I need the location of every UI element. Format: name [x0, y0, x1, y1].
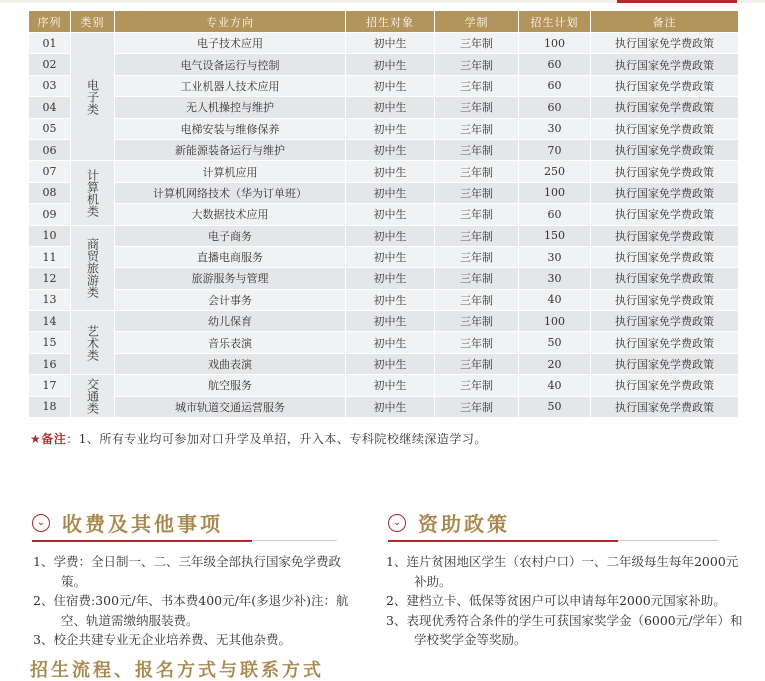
row-number-cell: 01 [29, 33, 71, 54]
major-cell: 电气设备运行与控制 [115, 54, 346, 75]
category-cell: 艺术类 [71, 311, 115, 375]
target-cell: 初中生 [346, 396, 435, 417]
major-cell: 电子技术应用 [115, 33, 346, 54]
plan-cell: 30 [519, 118, 591, 139]
table-row [29, 225, 739, 246]
remark-cell: 执行国家免学费政策 [591, 225, 739, 246]
table-row [29, 375, 739, 396]
row-number-cell: 07 [29, 161, 71, 182]
plan-cell: 60 [519, 97, 591, 118]
duration-cell: 三年制 [435, 311, 519, 332]
duration-cell: 三年制 [435, 396, 519, 417]
category-cell: 商贸旅游类 [71, 225, 115, 311]
list-item: 2、建档立卡、低保等贫困户可以申请每年2000元国家补助。 [386, 593, 726, 608]
plan-cell: 30 [519, 246, 591, 267]
table-row [29, 289, 739, 310]
target-cell: 初中生 [346, 332, 435, 353]
section-rule [32, 540, 252, 542]
major-cell: 音乐表演 [115, 332, 346, 353]
major-cell: 工业机器人技术应用 [115, 75, 346, 96]
duration-cell: 三年制 [435, 375, 519, 396]
plan-cell: 70 [519, 139, 591, 160]
major-cell: 电梯安装与维修保养 [115, 118, 346, 139]
section-rule [252, 540, 337, 541]
table-row [29, 118, 739, 139]
header-cell: 招生计划 [519, 11, 591, 33]
top-decor-line [0, 0, 765, 3]
remark-cell: 执行国家免学费政策 [591, 396, 739, 417]
header-cell: 序列 [29, 11, 71, 33]
target-cell: 初中生 [346, 75, 435, 96]
chevron-circle-icon: ⌄ [388, 514, 406, 532]
table-header-row [29, 11, 739, 33]
remark-cell: 执行国家免学费政策 [591, 118, 739, 139]
header-cell: 备注 [591, 11, 739, 33]
plan-cell: 150 [519, 225, 591, 246]
row-number-cell: 18 [29, 396, 71, 417]
major-cell: 旅游服务与管理 [115, 268, 346, 289]
section-rule [388, 540, 618, 542]
remark-cell: 执行国家免学费政策 [591, 268, 739, 289]
plan-cell: 100 [519, 33, 591, 54]
row-number-cell: 13 [29, 289, 71, 310]
table-row [29, 161, 739, 182]
target-cell: 初中生 [346, 54, 435, 75]
target-cell: 初中生 [346, 118, 435, 139]
remark-cell: 执行国家免学费政策 [591, 353, 739, 374]
table-row [29, 353, 739, 374]
list-item: 1、学费：全日制一、二、三年级全部执行国家免学费政策。 [33, 554, 341, 589]
header-cell: 学制 [435, 11, 519, 33]
duration-cell: 三年制 [435, 33, 519, 54]
remark-cell: 执行国家免学费政策 [591, 75, 739, 96]
table-row [29, 396, 739, 417]
duration-cell: 三年制 [435, 118, 519, 139]
remark-cell: 执行国家免学费政策 [591, 246, 739, 267]
header-cell: 招生对象 [346, 11, 435, 33]
major-cell: 无人机操控与维护 [115, 97, 346, 118]
row-number-cell: 05 [29, 118, 71, 139]
aid-section-header [388, 508, 718, 538]
table-row [29, 75, 739, 96]
row-number-cell: 16 [29, 353, 71, 374]
major-cell: 航空服务 [115, 375, 346, 396]
remark-cell: 执行国家免学费政策 [591, 182, 739, 203]
plan-cell: 40 [519, 289, 591, 310]
target-cell: 初中生 [346, 353, 435, 374]
note-label: 备注 [41, 432, 67, 446]
target-cell: 初中生 [346, 161, 435, 182]
target-cell: 初中生 [346, 268, 435, 289]
major-cell: 大数据技术应用 [115, 204, 346, 225]
remark-cell: 执行国家免学费政策 [591, 311, 739, 332]
remark-cell: 执行国家免学费政策 [591, 204, 739, 225]
list-item: 1、连片贫困地区学生（农村户口）一、二年级每生每年2000元补助。 [386, 554, 739, 589]
target-cell: 初中生 [346, 139, 435, 160]
remark-cell: 执行国家免学费政策 [591, 97, 739, 118]
plan-cell: 100 [519, 182, 591, 203]
plan-cell: 50 [519, 396, 591, 417]
major-cell: 直播电商服务 [115, 246, 346, 267]
row-number-cell: 17 [29, 375, 71, 396]
remark-cell: 执行国家免学费政策 [591, 289, 739, 310]
major-cell: 戏曲表演 [115, 353, 346, 374]
row-number-cell: 11 [29, 246, 71, 267]
row-number-cell: 06 [29, 139, 71, 160]
category-cell: 交通类 [71, 375, 115, 418]
major-cell: 城市轨道交通运营服务 [115, 396, 346, 417]
next-section-title-cropped: 招生流程、报名方式与联系方式 [30, 660, 324, 681]
list-item: 2、住宿费:300元/年、书本费400元/年(多退少补)注：航空、轨道需缴纳服装费。 [33, 593, 349, 628]
category-cell: 计算机类 [71, 161, 115, 225]
table-row [29, 54, 739, 75]
section-rule [618, 540, 718, 541]
list-item: 3、表现优秀符合条件的学生可获国家奖学金（6000元/学年）和学校奖学金等奖励。 [386, 612, 743, 647]
major-cell: 新能源装备运行与维护 [115, 139, 346, 160]
table-row [29, 139, 739, 160]
row-number-cell: 03 [29, 75, 71, 96]
plan-cell: 30 [519, 268, 591, 289]
duration-cell: 三年制 [435, 225, 519, 246]
table-row [29, 311, 739, 332]
table-note [30, 430, 487, 447]
plan-cell: 40 [519, 375, 591, 396]
duration-cell: 三年制 [435, 353, 519, 374]
target-cell: 初中生 [346, 225, 435, 246]
target-cell: 初中生 [346, 289, 435, 310]
duration-cell: 三年制 [435, 161, 519, 182]
duration-cell: 三年制 [435, 332, 519, 353]
plan-cell: 250 [519, 161, 591, 182]
target-cell: 初中生 [346, 97, 435, 118]
category-cell: 电子类 [71, 33, 115, 161]
note-text: ：1、所有专业均可参加对口升学及单招，升入本、专科院校继续深造学习。 [66, 432, 487, 446]
duration-cell: 三年制 [435, 268, 519, 289]
row-number-cell: 08 [29, 182, 71, 203]
row-number-cell: 02 [29, 54, 71, 75]
table-row [29, 33, 739, 54]
aid-list [386, 552, 746, 650]
duration-cell: 三年制 [435, 289, 519, 310]
duration-cell: 三年制 [435, 182, 519, 203]
duration-cell: 三年制 [435, 139, 519, 160]
plan-cell: 20 [519, 353, 591, 374]
major-cell: 会计事务 [115, 289, 346, 310]
aid-section-title: 资助政策 [418, 512, 510, 536]
target-cell: 初中生 [346, 311, 435, 332]
row-number-cell: 09 [29, 204, 71, 225]
remark-cell: 执行国家免学费政策 [591, 54, 739, 75]
target-cell: 初中生 [346, 204, 435, 225]
remark-cell: 执行国家免学费政策 [591, 161, 739, 182]
chevron-circle-icon: ⌄ [32, 514, 50, 532]
plan-cell: 100 [519, 311, 591, 332]
target-cell: 初中生 [346, 375, 435, 396]
target-cell: 初中生 [346, 33, 435, 54]
plan-cell: 50 [519, 332, 591, 353]
duration-cell: 三年制 [435, 204, 519, 225]
header-cell: 类别 [71, 11, 115, 33]
row-number-cell: 04 [29, 97, 71, 118]
fees-section-title: 收费及其他事项 [62, 512, 223, 536]
remark-cell: 执行国家免学费政策 [591, 375, 739, 396]
fees-list [33, 552, 353, 650]
plan-cell: 60 [519, 54, 591, 75]
row-number-cell: 14 [29, 311, 71, 332]
top-accent-bar [617, 0, 737, 3]
target-cell: 初中生 [346, 182, 435, 203]
fees-section-header [32, 508, 337, 538]
table-row [29, 204, 739, 225]
target-cell: 初中生 [346, 246, 435, 267]
duration-cell: 三年制 [435, 75, 519, 96]
major-cell: 计算机网络技术（华为订单班） [115, 182, 346, 203]
major-cell: 幼儿保育 [115, 311, 346, 332]
table-row [29, 268, 739, 289]
row-number-cell: 15 [29, 332, 71, 353]
row-number-cell: 10 [29, 225, 71, 246]
row-number-cell: 12 [29, 268, 71, 289]
table-row [29, 332, 739, 353]
remark-cell: 执行国家免学费政策 [591, 33, 739, 54]
table-row [29, 97, 739, 118]
header-cell: 专业方向 [115, 11, 346, 33]
table-body [29, 33, 739, 418]
major-cell: 电子商务 [115, 225, 346, 246]
table-row [29, 246, 739, 267]
duration-cell: 三年制 [435, 246, 519, 267]
remark-cell: 执行国家免学费政策 [591, 332, 739, 353]
remark-cell: 执行国家免学费政策 [591, 139, 739, 160]
duration-cell: 三年制 [435, 54, 519, 75]
table-row [29, 182, 739, 203]
duration-cell: 三年制 [435, 97, 519, 118]
list-item: 3、校企共建专业无企业培养费、无其他杂费。 [33, 632, 291, 647]
plan-cell: 60 [519, 204, 591, 225]
plan-cell: 60 [519, 75, 591, 96]
admissions-table [28, 10, 739, 418]
star-icon: ★ [30, 432, 42, 446]
major-cell: 计算机应用 [115, 161, 346, 182]
